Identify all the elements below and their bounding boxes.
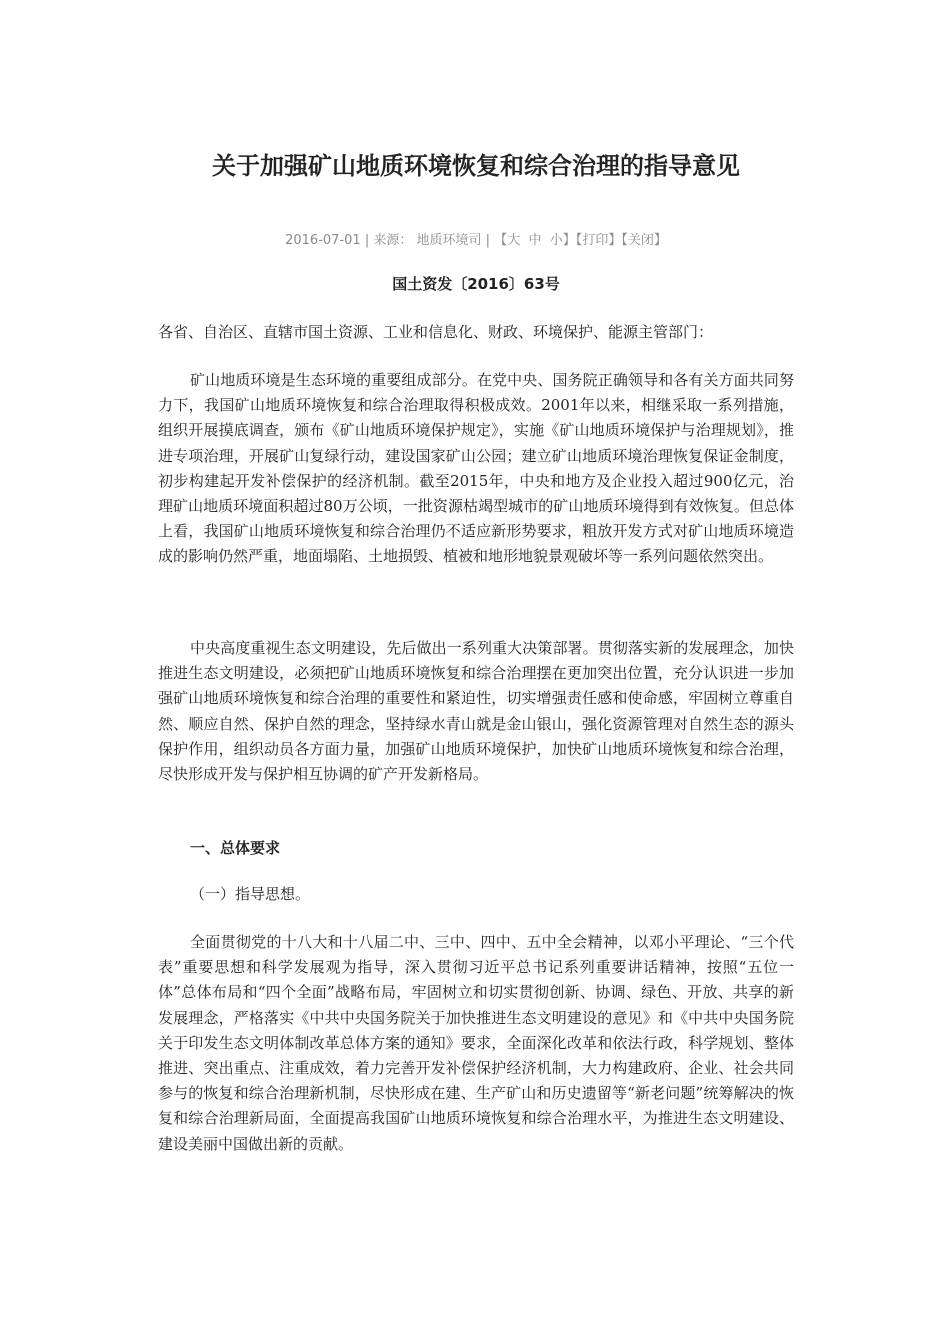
font-size-controls: 【大 中 小】 [494,233,576,248]
sub-heading: （一）指导思想。 [190,885,311,903]
close-control: 【关闭】 [621,233,667,248]
source-label: 来源： [373,233,413,248]
source-value: 地质环境司 [416,233,482,248]
meta-separator: | [485,233,491,248]
print-link[interactable]: 打印 [582,233,609,248]
close-link[interactable]: 关闭 [627,233,654,248]
article-meta [158,231,794,251]
print-control: 【打印】 [575,233,622,248]
section-heading: 一、总体要求 [190,839,281,857]
article-title: 关于加强矿山地质环境恢复和综合治理的指导意见 [212,151,740,180]
font-size-medium-link[interactable]: 中 [528,233,542,248]
salutation: 各省、自治区、直辖市国土资源、工业和信息化、财政、环境保护、能源主管部门： [158,323,714,341]
font-size-large-link[interactable]: 大 [507,233,521,248]
paragraph: 矿山地质环境是生态环境的重要组成部分。在党中央、国务院正确领导和各有关方面共同努力下，我国矿山地质环境恢复和综合治理取得积极成效。2001年以来，相继采取一系列措施，组织开展摸底调查，颁布《矿山地质环境保护规定》，实施《矿山地质环境保护与治理规划》，推进专项治理，开展矿山复绿行动，建设国家矿山公园；建立矿山地质环境治理恢复保证金制度，初步构建起开发补偿保护的经济机制。截至2015年，中央和地方及企业投入超过900亿元，治理矿山地质环境面积超过80万公顷，一批资源枯竭型城市的矿山地质环境得到有效恢复。但总体上看，我国矿山地质环境恢复和综合治理仍不适应新形势要求，粗放开发方式对矿山地质环境造成的影响仍然严重，地面塌陷、土地损毁、植被和地形地貌景观破坏等一系列问题依然突出。 [158,371,794,566]
document-number: 国土资发〔2016〕63号 [392,275,560,293]
font-size-small-link[interactable]: 小 [549,233,563,248]
paragraph: 中央高度重视生态文明建设，先后做出一系列重大决策部署。贯彻落实新的发展理念，加快推进生态文明建设，必须把矿山地质环境恢复和综合治理摆在更加突出位置，充分认识进一步加强矿山地质环境恢复和综合治理的重要性和紧迫性，切实增强责任感和使命感，牢固树立尊重自然、顺应自然、保护自然的理念，坚持绿水青山就是金山银山，强化资源管理对自然生态的源头保护作用，组织动员各方面力量，加强矿山地质环境保护，加快矿山地质环境恢复和综合治理，尽快形成开发与保护相互协调的矿产开发新格局。 [158,639,794,784]
meta-separator: | [364,233,370,248]
publish-date: 2016-07-01 [285,233,361,248]
paragraph: 全面贯彻党的十八大和十八届二中、三中、四中、五中全会精神，以邓小平理论、“三个代表”重要思想和科学发展观为指导，深入贯彻习近平总书记系列重要讲话精神，按照“五位一体”总体布局和“四个全面”战略布局，牢固树立和切实贯彻创新、协调、绿色、开放、共享的新发展理念，严格落实《中共中央国务院关于加快推进生态文明建设的意见》和《中共中央国务院关于印发生态文明体制改革总体方案的通知》要求，全面深化改革和依法行政，科学规划、整体推进、突出重点、注重成效，着力完善开发补偿保护经济机制，大力构建政府、企业、社会共同参与的恢复和综合治理新机制，尽快形成在建、生产矿山和历史遗留等“新老问题”统筹解决的恢复和综合治理新局面，全面提高我国矿山地质环境恢复和综合治理水平，为推进生态文明建设、建设美丽中国做出新的贡献。 [158,933,794,1153]
